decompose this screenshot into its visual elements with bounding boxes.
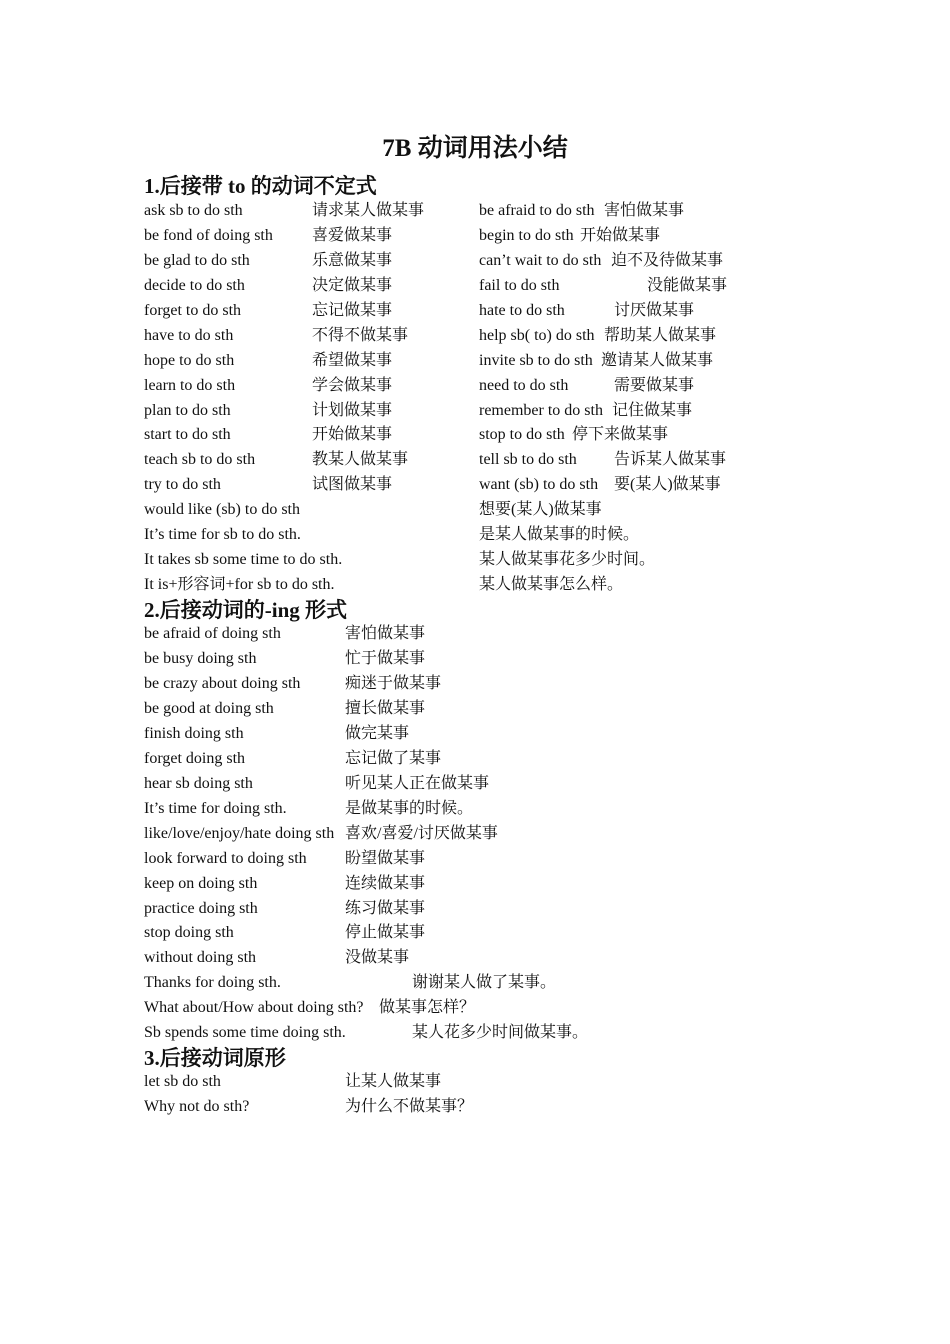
phrase-en: It is+形容词+for sb to do sth.	[144, 576, 335, 593]
phrase-en: help sb( to) do sth	[479, 327, 595, 344]
phrase-zh: 做完某事	[345, 725, 410, 742]
phrase-zh: 帮助某人做某事	[604, 327, 717, 344]
phrase-zh: 害怕做某事	[604, 202, 685, 219]
phrase-en: begin to do sth	[479, 227, 574, 244]
phrase-zh: 忘记做某事	[312, 302, 393, 319]
phrase-zh: 学会做某事	[312, 377, 393, 394]
phrase-en: hope to do sth	[144, 352, 235, 369]
phrase-en: decide to do sth	[144, 277, 245, 294]
phrase-zh: 开始做某事	[312, 426, 393, 443]
phrase-zh: 喜爱做某事	[312, 227, 393, 244]
section-heading-infinitive: 1.后接带 to 的动词不定式	[144, 174, 377, 198]
phrase-en: invite sb to do sth	[479, 352, 593, 369]
phrase-en: tell sb to do sth	[479, 451, 577, 468]
phrase-zh: 没能做某事	[647, 277, 728, 294]
phrase-zh: 教某人做某事	[312, 451, 409, 468]
phrase-zh: 忘记做了某事	[345, 750, 442, 767]
phrase-zh: 开始做某事	[580, 227, 661, 244]
phrase-en: remember to do sth	[479, 402, 603, 419]
phrase-zh: 想要(某人)做某事	[479, 501, 602, 518]
phrase-zh: 请求某人做某事	[312, 202, 425, 219]
phrase-zh: 邀请某人做某事	[601, 352, 714, 369]
phrase-zh: 忙于做某事	[345, 650, 426, 667]
phrase-en: be afraid to do sth	[479, 202, 595, 219]
phrase-en: learn to do sth	[144, 377, 236, 394]
phrase-en: would like (sb) to do sth	[144, 501, 300, 518]
phrase-en: be crazy about doing sth	[144, 675, 301, 692]
phrase-en: be good at doing sth	[144, 700, 274, 717]
phrase-en: keep on doing sth	[144, 875, 258, 892]
phrase-en: be fond of doing sth	[144, 227, 273, 244]
phrase-en: start to do sth	[144, 426, 231, 443]
phrase-zh: 听见某人正在做某事	[345, 775, 490, 792]
phrase-en: hate to do sth	[479, 302, 565, 319]
phrase-en: hear sb doing sth	[144, 775, 253, 792]
phrase-en: teach sb to do sth	[144, 451, 256, 468]
phrase-en: finish doing sth	[144, 725, 244, 742]
phrase-en: fail to do sth	[479, 277, 560, 294]
phrase-en: like/love/enjoy/hate doing sth	[144, 825, 335, 842]
phrase-en: practice doing sth	[144, 900, 258, 917]
section-heading-ing-form: 2.后接动词的-ing 形式	[144, 598, 348, 622]
phrase-zh: 不得不做某事	[312, 327, 409, 344]
phrase-zh: 盼望做某事	[345, 850, 426, 867]
phrase-zh: 练习做某事	[345, 900, 426, 917]
phrase-zh: 连续做某事	[345, 875, 426, 892]
phrase-zh: 做某事怎样？	[379, 999, 476, 1016]
phrase-en: can’t wait to do sth	[479, 252, 602, 269]
phrase-en: let sb do sth	[144, 1073, 221, 1090]
phrase-zh: 害怕做某事	[345, 625, 426, 642]
phrase-zh: 需要做某事	[614, 377, 695, 394]
phrase-en: be busy doing sth	[144, 650, 257, 667]
phrase-zh: 某人做某事花多少时间。	[479, 551, 656, 568]
phrase-en: want (sb) to do sth	[479, 476, 599, 493]
phrase-zh: 希望做某事	[312, 352, 393, 369]
phrase-en: forget to do sth	[144, 302, 242, 319]
phrase-zh: 计划做某事	[312, 402, 393, 419]
phrase-en: forget doing sth	[144, 750, 246, 767]
phrase-en: need to do sth	[479, 377, 569, 394]
phrase-zh: 某人做某事怎么样。	[479, 576, 624, 593]
phrase-zh: 记住做某事	[612, 402, 693, 419]
phrase-zh: 告诉某人做某事	[614, 451, 727, 468]
phrase-en: without doing sth	[144, 949, 257, 966]
phrase-zh: 某人花多少时间做某事。	[412, 1024, 589, 1041]
phrase-en: look forward to doing sth	[144, 850, 307, 867]
phrase-zh: 喜欢/喜爱/讨厌做某事	[345, 825, 498, 842]
phrase-zh: 试图做某事	[312, 476, 393, 493]
phrase-zh: 是做某事的时候。	[345, 800, 474, 817]
phrase-en: It takes sb some time to do sth.	[144, 551, 343, 568]
phrase-zh: 没做某事	[345, 949, 410, 966]
phrase-zh: 乐意做某事	[312, 252, 393, 269]
phrase-en: try to do sth	[144, 476, 221, 493]
phrase-en: be glad to do sth	[144, 252, 250, 269]
phrase-zh: 停下来做某事	[572, 426, 669, 443]
phrase-zh: 是某人做某事的时候。	[479, 526, 640, 543]
phrase-en: stop to do sth	[479, 426, 565, 443]
phrase-en: Why not do sth?	[144, 1098, 250, 1115]
phrase-zh: 让某人做某事	[345, 1073, 442, 1090]
phrase-zh: 谢谢某人做了某事。	[412, 974, 557, 991]
phrase-zh: 停止做某事	[345, 924, 426, 941]
section-heading-bare-infinitive: 3.后接动词原形	[144, 1046, 286, 1070]
phrase-en: stop doing sth	[144, 924, 234, 941]
page-title: 7B 动词用法小结	[382, 135, 568, 162]
phrase-zh: 为什么不做某事？	[345, 1098, 474, 1115]
phrase-en: Thanks for doing sth.	[144, 974, 281, 991]
phrase-zh: 擅长做某事	[345, 700, 426, 717]
phrase-en: be afraid of doing sth	[144, 625, 281, 642]
phrase-en: What about/How about doing sth?	[144, 999, 364, 1016]
phrase-en: ask sb to do sth	[144, 202, 243, 219]
phrase-zh: 决定做某事	[312, 277, 393, 294]
phrase-en: It’s time for doing sth.	[144, 800, 287, 817]
phrase-zh: 痴迷于做某事	[345, 675, 442, 692]
phrase-zh: 迫不及待做某事	[611, 252, 724, 269]
phrase-zh: 讨厌做某事	[614, 302, 695, 319]
phrase-en: Sb spends some time doing sth.	[144, 1024, 346, 1041]
phrase-en: plan to do sth	[144, 402, 231, 419]
phrase-en: have to do sth	[144, 327, 234, 344]
phrase-en: It’s time for sb to do sth.	[144, 526, 301, 543]
phrase-zh: 要(某人)做某事	[614, 476, 721, 493]
